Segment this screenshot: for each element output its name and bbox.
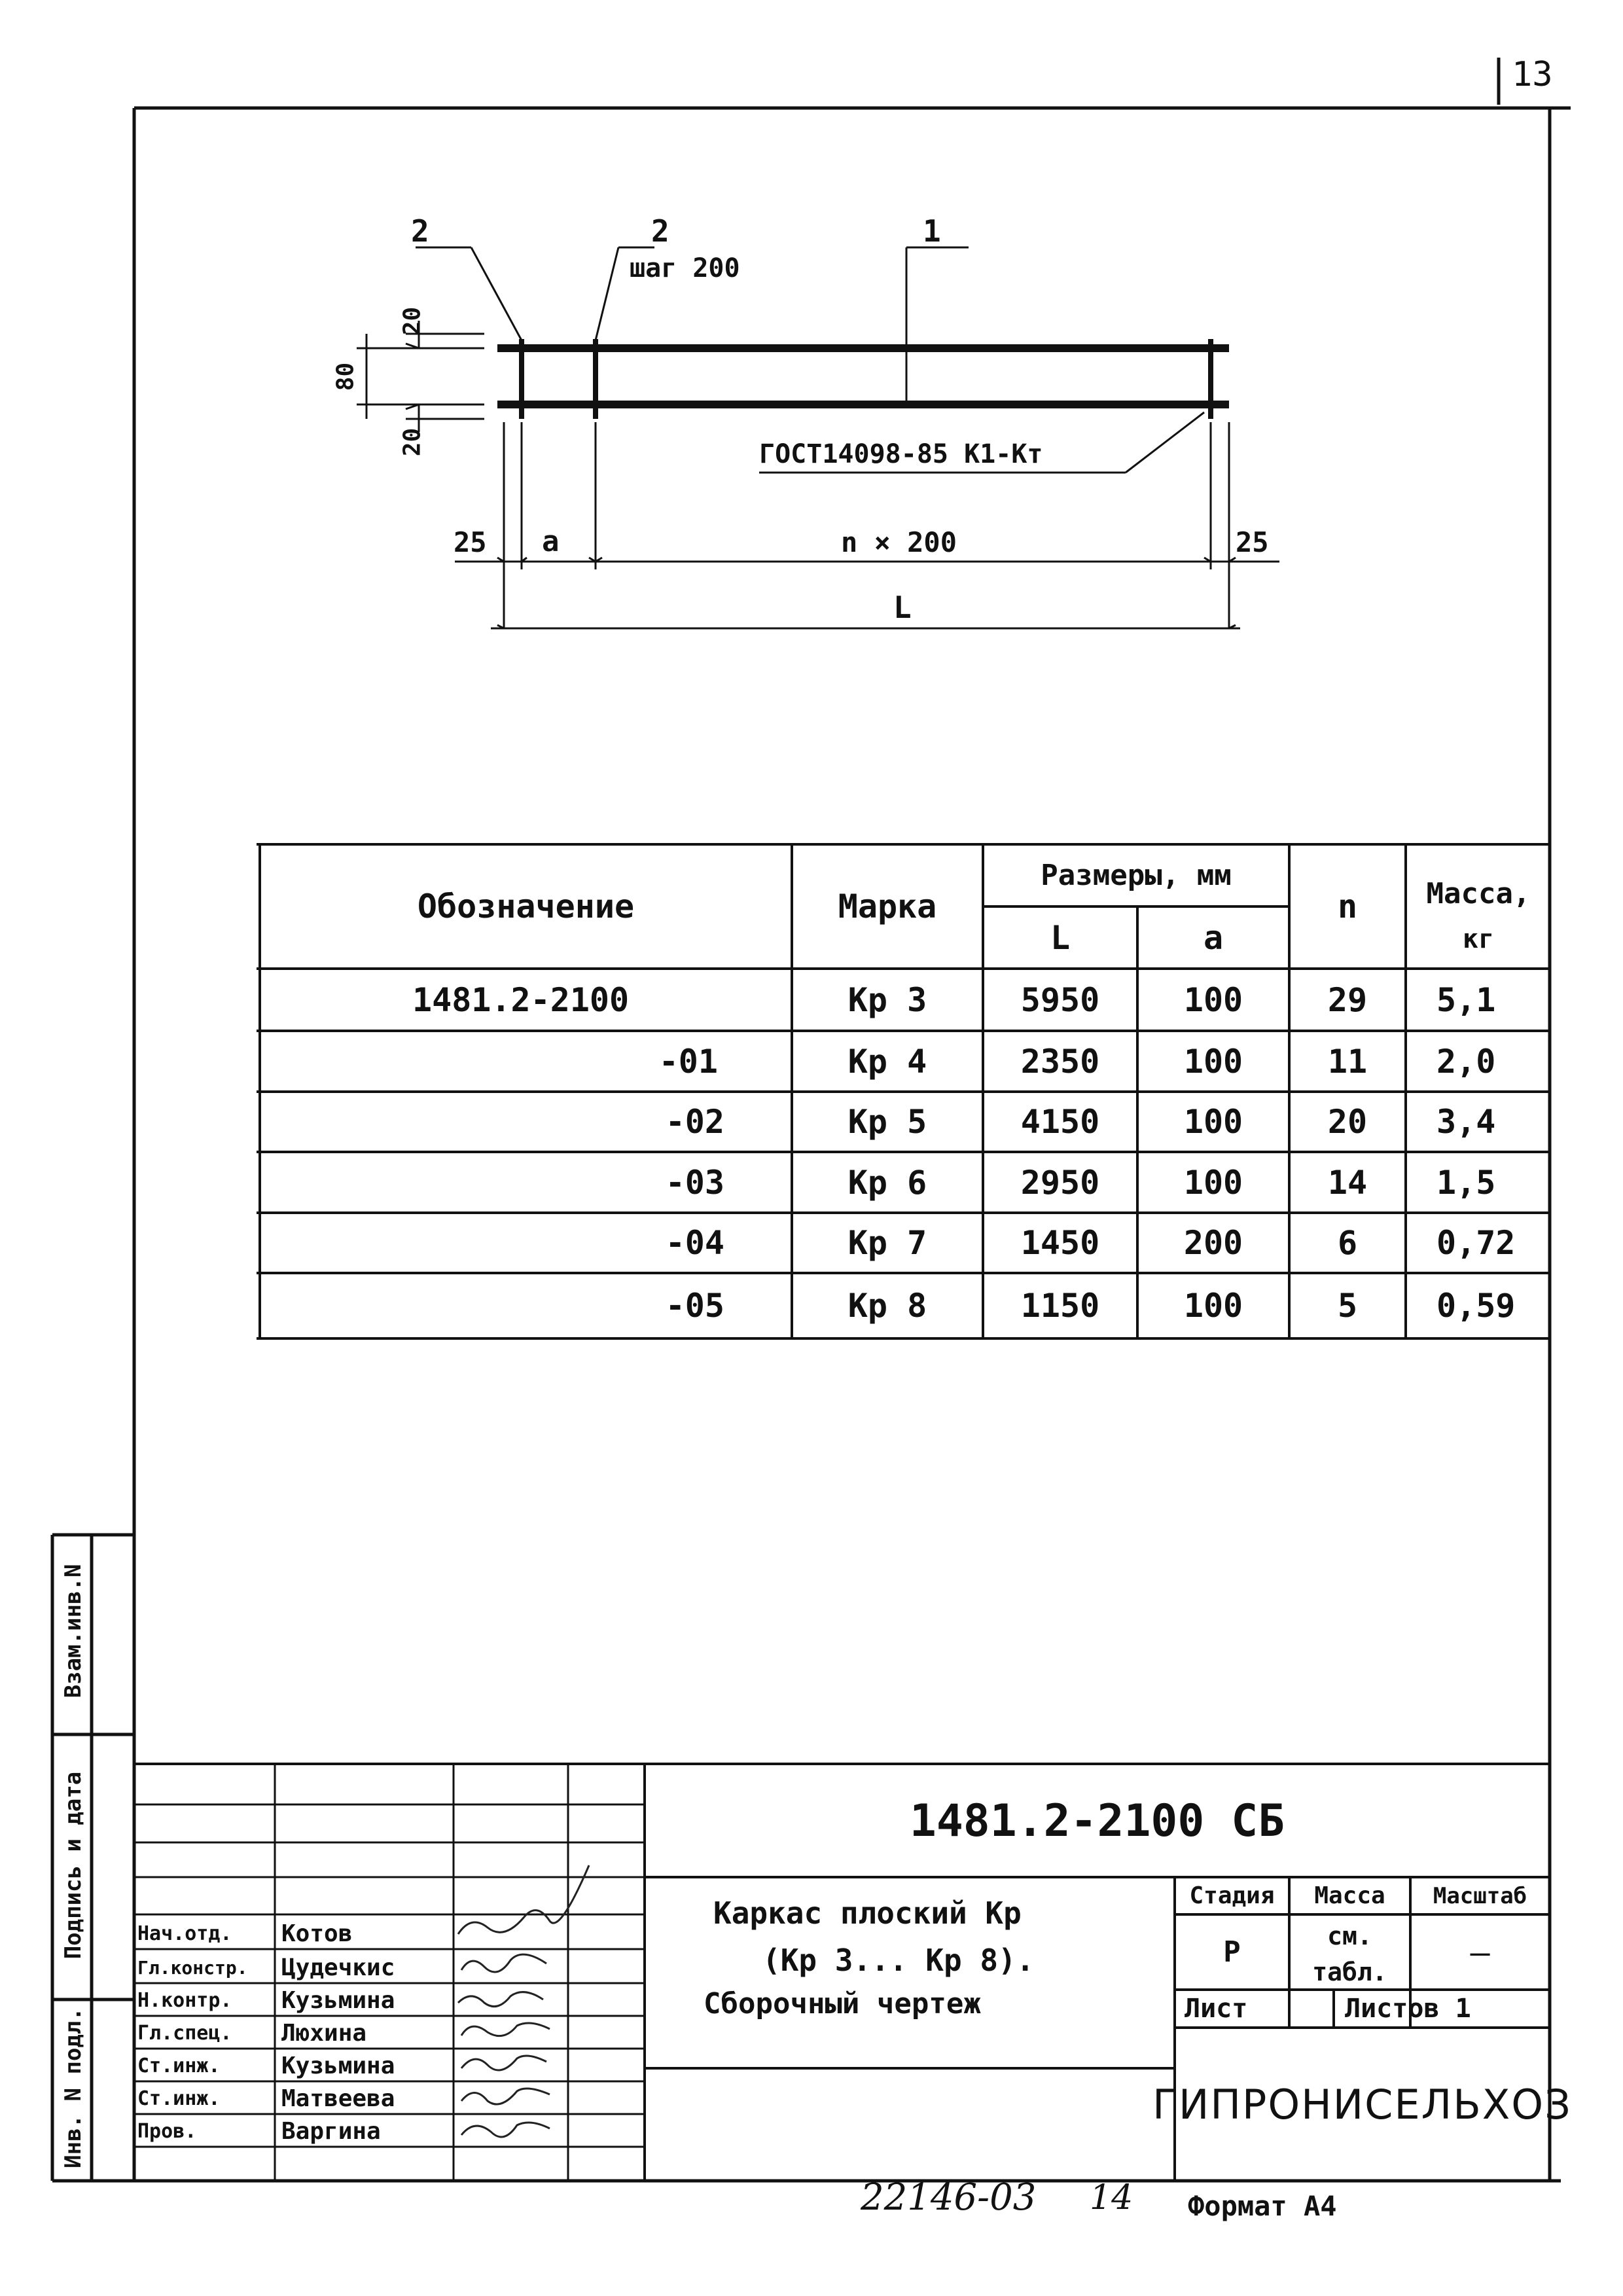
header-n: n [1337, 888, 1358, 925]
dim-top-20: 20 [399, 306, 426, 336]
row-L: 1450 [1020, 1224, 1100, 1262]
signatures [458, 1865, 589, 2137]
row-L: 4150 [1020, 1103, 1100, 1141]
staff-name: Люхина [281, 2019, 367, 2047]
dim-right-25: 25 [1236, 526, 1269, 558]
header-mark: Марка [838, 888, 937, 925]
row-mark: Кр 7 [847, 1224, 927, 1262]
row-n: 5 [1337, 1287, 1358, 1325]
dim-a: a [542, 525, 560, 558]
scale-label: Масштаб [1433, 1882, 1527, 1909]
row-a: 100 [1183, 1103, 1243, 1141]
row-designation: 1481.2-2100 [412, 980, 630, 1019]
sheet-label: Лист [1185, 1994, 1248, 2024]
staff-role: Ст.инж. [137, 2087, 221, 2110]
staff-name: Кузьмина [281, 2052, 395, 2079]
row-n: 11 [1327, 1042, 1368, 1081]
stage-value: Р [1223, 1935, 1241, 1969]
row-mark: Кр 4 [847, 1042, 927, 1081]
footer-format: Формат А4 [1188, 2190, 1337, 2222]
page-number: 13 [1512, 55, 1553, 94]
row-designation: -04 [665, 1224, 724, 1262]
row-n: 6 [1337, 1224, 1358, 1262]
staff-name: Цудечкис [281, 1954, 395, 1981]
row-mass: 5,1 [1436, 980, 1496, 1019]
callout-mid: 2 [651, 213, 669, 249]
dim-80: 80 [332, 362, 359, 391]
row-mark: Кр 3 [847, 980, 927, 1019]
stage-label: Стадия [1189, 1882, 1275, 1909]
side-stamp-inv: Инв. N подл. [60, 2007, 86, 2168]
row-L: 5950 [1020, 980, 1100, 1019]
row-L: 2350 [1020, 1042, 1100, 1081]
staff-name: Котов [281, 1920, 353, 1947]
scale-value: — [1470, 1933, 1490, 1971]
mass-label: Масса [1314, 1882, 1385, 1909]
row-mark: Кр 8 [847, 1287, 927, 1325]
staff-role: Нач.отд. [137, 1922, 232, 1945]
dim-bottom-20: 20 [399, 427, 426, 457]
row-n: 14 [1327, 1163, 1368, 1202]
organization: ГИПРОНИСЕЛЬХОЗ [1152, 2080, 1572, 2128]
row-a: 100 [1183, 1042, 1243, 1081]
row-mass: 0,59 [1436, 1287, 1516, 1325]
footer-code: 22146-03 [861, 2176, 1037, 2219]
title-line1: Каркас плоский Кр [713, 1895, 1022, 1931]
staff-role: Гл.спец. [137, 2021, 232, 2045]
staff-name: Варгина [281, 2117, 381, 2145]
row-designation: -05 [665, 1287, 724, 1325]
header-a: a [1203, 918, 1224, 957]
header-sizes: Размеры, мм [1041, 859, 1232, 892]
staff-name: Матвеева [281, 2085, 395, 2112]
mass-value-1: см. [1327, 1921, 1372, 1950]
header-designation: Обозначение [417, 888, 635, 925]
doc-number: 1481.2-2100 СБ [909, 1795, 1285, 1847]
row-n: 29 [1327, 980, 1368, 1019]
row-mass: 3,4 [1436, 1103, 1496, 1141]
row-L: 2950 [1020, 1163, 1100, 1202]
side-stamp-vzam: Взам.инв.N [60, 1564, 86, 1698]
row-mass: 1,5 [1436, 1163, 1496, 1202]
staff-name: Кузьмина [281, 1986, 395, 2014]
mass-value-2: табл. [1312, 1957, 1387, 1986]
row-a: 200 [1183, 1224, 1243, 1262]
title-line2: (Кр 3... Кр 8). [762, 1943, 1035, 1978]
row-mark: Кр 6 [847, 1163, 927, 1202]
dim-L: L [893, 590, 912, 625]
row-L: 1150 [1020, 1287, 1100, 1325]
row-a: 100 [1183, 1163, 1243, 1202]
title-line3: Сборочный чертеж [704, 1987, 981, 2020]
dim-left-25: 25 [454, 526, 487, 558]
callout-step: шаг 200 [630, 253, 740, 283]
row-mass: 2,0 [1436, 1042, 1496, 1081]
header-mass: Масса, [1426, 876, 1531, 910]
staff-role: Ст.инж. [137, 2054, 221, 2077]
sheets-label: Листов 1 [1345, 1994, 1471, 2024]
row-n: 20 [1327, 1103, 1368, 1141]
dim-n200: n × 200 [841, 526, 957, 558]
header-mass-unit: кг [1462, 924, 1495, 954]
row-mass: 0,72 [1436, 1224, 1516, 1262]
row-designation: -03 [665, 1163, 724, 1202]
staff-role: Пров. [137, 2119, 197, 2143]
row-designation: -02 [665, 1103, 724, 1141]
header-L: L [1050, 918, 1071, 957]
footer-sheet: 14 [1090, 2178, 1133, 2217]
side-stamp-podpis: Подпись и дата [60, 1771, 86, 1960]
row-a: 100 [1183, 980, 1243, 1019]
staff-role: Гл.констр. [137, 1956, 248, 1979]
row-a: 100 [1183, 1287, 1243, 1325]
callout-left: 2 [411, 213, 429, 249]
row-designation: -01 [658, 1042, 718, 1081]
callout-right: 1 [923, 213, 941, 249]
row-mark: Кр 5 [847, 1103, 927, 1141]
gost-label: ГОСТ14098-85 К1-Кт [759, 439, 1043, 469]
staff-role: Н.контр. [137, 1988, 232, 2012]
